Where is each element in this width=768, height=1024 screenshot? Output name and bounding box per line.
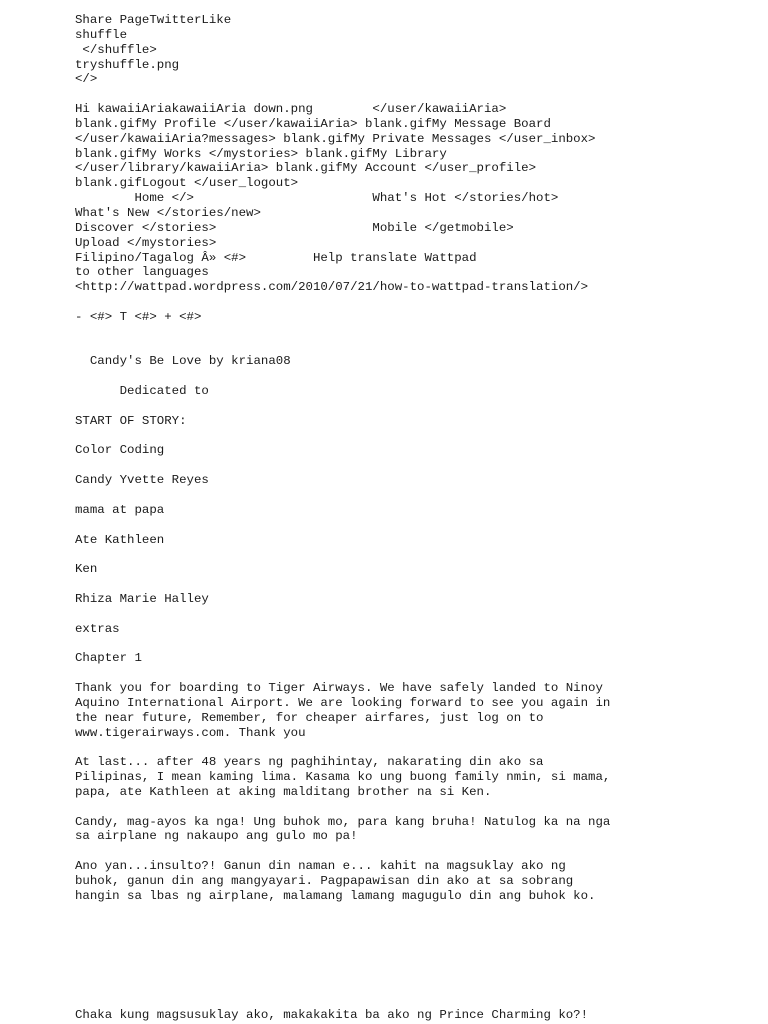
paragraph-line: sa airplane ng nakaupo ang gulo mo pa! bbox=[75, 829, 358, 844]
font-size-controls[interactable]: - <#> T <#> + <#> bbox=[75, 309, 202, 324]
story-paragraph bbox=[75, 859, 755, 904]
spacer bbox=[75, 369, 755, 384]
spacer bbox=[75, 918, 755, 933]
language-line[interactable]: Filipino/Tagalog Â» <#> Help translate Wattpad bbox=[75, 250, 477, 265]
shuffle-close-tag: </shuffle> bbox=[75, 42, 157, 57]
nav-works-line[interactable]: blank.gifMy Works </mystories> blank.gifMy Library bbox=[75, 146, 447, 161]
character-entry: extras bbox=[75, 621, 120, 636]
spacer bbox=[75, 948, 755, 963]
spacer bbox=[75, 547, 755, 562]
spacer bbox=[75, 577, 755, 592]
shuffle-image-name: tryshuffle.png bbox=[75, 57, 180, 72]
nav-new-line[interactable]: What's New </stories/new> bbox=[75, 205, 261, 220]
paragraph-line: buhok, ganun din ang mangyayari. Pagpapawisan din ako at sa sobrang bbox=[75, 873, 574, 888]
paragraph-line: Aquino International Airport. We are looking forward to see you again in bbox=[75, 695, 611, 710]
paragraph-line: the near future, Remember, for cheaper airfares, just log on to bbox=[75, 710, 544, 725]
paragraph-line: papa, ate Kathleen at aking malditang brother na si Ken. bbox=[75, 784, 492, 799]
paragraph-line: Thank you for boarding to Tiger Airways. We have safely landed to Ninoy bbox=[75, 680, 603, 695]
spacer bbox=[75, 636, 755, 651]
spacer bbox=[75, 993, 755, 1008]
spacer bbox=[75, 295, 755, 310]
home-link[interactable]: </> bbox=[75, 72, 98, 87]
navigation-block bbox=[75, 102, 755, 295]
greeting-line[interactable]: Hi kawaiiAriakawaiiAria down.png </user/kawaiiAria> bbox=[75, 102, 507, 117]
spacer bbox=[75, 963, 755, 978]
translate-url-link[interactable]: <http://wattpad.wordpress.com/2010/07/21/how-to-wattpad-translation/> bbox=[75, 280, 589, 295]
story-title: Candy's Be Love by kriana08 bbox=[75, 354, 291, 369]
nav-logout-line[interactable]: blank.gifLogout </user_logout> bbox=[75, 176, 299, 191]
spacer bbox=[75, 429, 755, 444]
translate-line: to other languages bbox=[75, 265, 209, 280]
spacer bbox=[75, 340, 755, 355]
story-paragraph bbox=[75, 815, 755, 845]
chapter-heading: Chapter 1 bbox=[75, 651, 142, 666]
spacer bbox=[75, 399, 755, 414]
spacer bbox=[75, 87, 755, 102]
spacer bbox=[75, 518, 755, 533]
spacer bbox=[75, 740, 755, 755]
final-line: Chaka kung magsusuklay ako, makakakita ba ako ng Prince Charming ko?! bbox=[75, 1007, 589, 1022]
spacer bbox=[75, 978, 755, 993]
paragraph-line: Pilipinas, I mean kaming lima. Kasama ko ung buong family nmin, si mama, bbox=[75, 770, 611, 785]
spacer bbox=[75, 325, 755, 340]
spacer bbox=[75, 933, 755, 948]
character-entry: mama at papa bbox=[75, 502, 165, 517]
spacer bbox=[75, 488, 755, 503]
header-block bbox=[75, 13, 755, 87]
spacer bbox=[75, 458, 755, 473]
shuffle-label: shuffle bbox=[75, 27, 128, 42]
spacer bbox=[75, 800, 755, 815]
spacer bbox=[75, 844, 755, 859]
nav-library-line[interactable]: </user/library/kawaiiAria> blank.gifMy Account </user_profile> bbox=[75, 161, 537, 176]
dedication: Dedicated to bbox=[75, 384, 209, 399]
nav-messages-line[interactable]: </user/kawaiiAria?messages> blank.gifMy Private Messages </user_inbox> bbox=[75, 131, 596, 146]
paragraph-line: Candy, mag-ayos ka nga! Ung buhok mo, para kang bruha! Natulog ka na nga bbox=[75, 814, 611, 829]
spacer bbox=[75, 666, 755, 681]
nav-profile-line[interactable]: blank.gifMy Profile </user/kawaiiAria> blank.gifMy Message Board bbox=[75, 116, 551, 131]
nav-upload-line[interactable]: Upload </mystories> bbox=[75, 235, 217, 250]
story-paragraph bbox=[75, 681, 755, 740]
color-coding-heading: Color Coding bbox=[75, 443, 165, 458]
document-page bbox=[75, 13, 755, 1022]
spacer bbox=[75, 607, 755, 622]
start-of-story-label: START OF STORY: bbox=[75, 413, 187, 428]
nav-discover-mobile-line[interactable]: Discover </stories> Mobile </getmobile> bbox=[75, 220, 514, 235]
story-paragraph bbox=[75, 755, 755, 800]
paragraph-line: hangin sa lbas ng airplane, malamang lamang magugulo din ang buhok ko. bbox=[75, 888, 596, 903]
spacer bbox=[75, 904, 755, 919]
paragraph-line: At last... after 48 years ng paghihintay, nakarating din ako sa bbox=[75, 755, 544, 770]
character-entry: Candy Yvette Reyes bbox=[75, 473, 209, 488]
character-entry: Rhiza Marie Halley bbox=[75, 591, 209, 606]
character-entry: Ken bbox=[75, 562, 98, 577]
nav-home-hot-line[interactable]: Home </> What's Hot </stories/hot> bbox=[75, 191, 559, 206]
character-entry: Ate Kathleen bbox=[75, 532, 165, 547]
share-links[interactable]: Share PageTwitterLike bbox=[75, 13, 232, 27]
paragraph-line: Ano yan...insulto?! Ganun din naman e... kahit na magsuklay ako ng bbox=[75, 859, 566, 874]
paragraph-line: www.tigerairways.com. Thank you bbox=[75, 725, 306, 740]
